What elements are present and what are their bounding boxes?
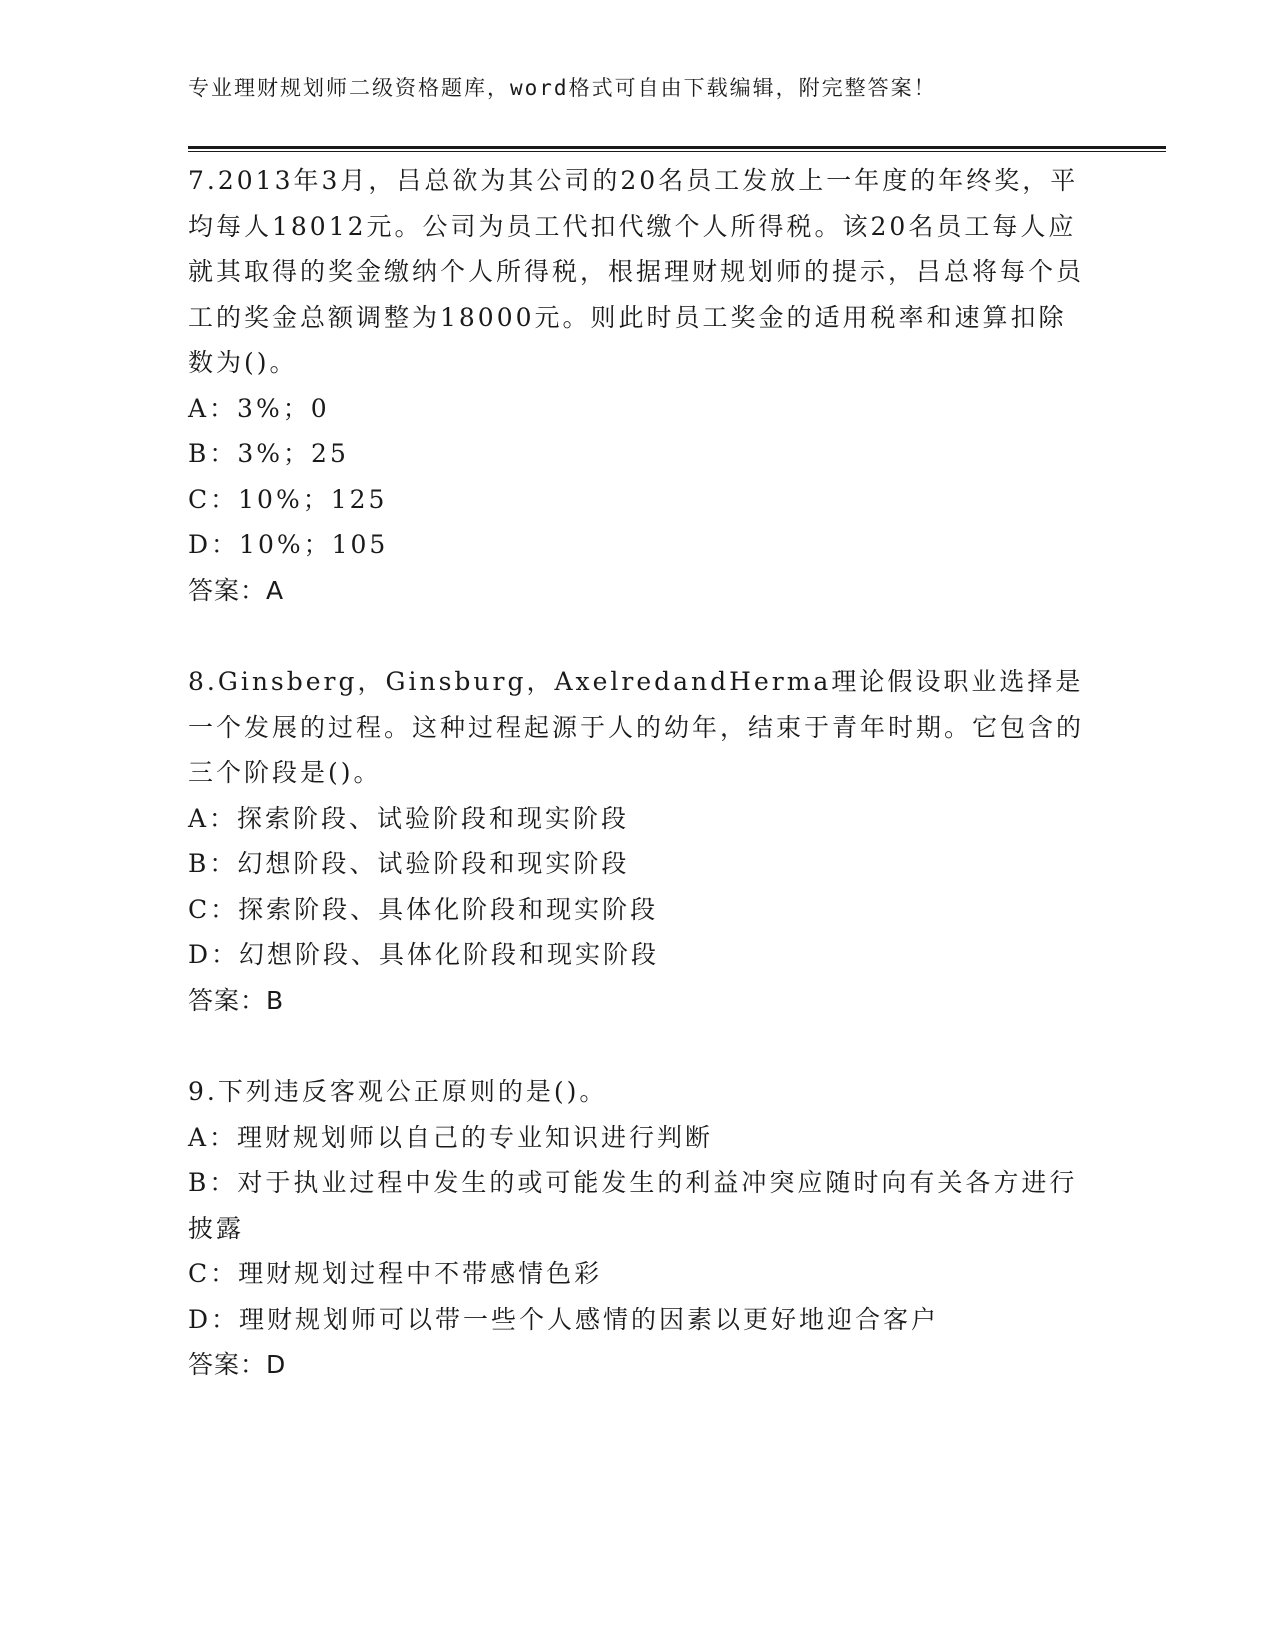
question-stem: 9.下列违反客观公正原则的是()。	[188, 1077, 608, 1106]
option-c: C：10%；125	[188, 484, 388, 514]
option-d: D：幻想阶段、具体化阶段和现实阶段	[188, 940, 660, 969]
option-a: A：探索阶段、试验阶段和现实阶段	[188, 803, 630, 833]
answer: 答案：B	[188, 985, 285, 1015]
option-b: B：幻想阶段、试验阶段和现实阶段	[188, 849, 630, 878]
question-8	[188, 659, 1088, 1023]
option-d: D：10%；105	[188, 530, 389, 559]
page-header: 专业理财规划师二级资格题库，word格式可自由下载编辑，附完整答案！	[188, 76, 937, 100]
option-c: C：理财规划过程中不带感情色彩	[188, 1259, 603, 1288]
question-7	[188, 158, 1088, 613]
answer: 答案：D	[188, 1350, 287, 1379]
header-divider	[188, 146, 1166, 149]
option-b: B：3%；25	[188, 439, 349, 468]
question-list	[188, 158, 1088, 1388]
answer: 答案：A	[188, 575, 285, 605]
question-stem: 8.Ginsberg，Ginsburg，AxelredandHerma理论假设职业选择是一个发展的过程。这种过程起源于人的幼年，结束于青年时期。它包含的三个阶段是()。	[188, 667, 1085, 787]
option-c: C：探索阶段、具体化阶段和现实阶段	[188, 894, 659, 924]
question-9	[188, 1069, 1088, 1388]
option-b: B：对于执业过程中发生的或可能发生的利益冲突应随时向有关各方进行披露	[188, 1168, 1078, 1243]
spacer	[188, 613, 1088, 659]
question-stem: 7.2013年3月，吕总欲为其公司的20名员工发放上一年度的年终奖，平均每人18012元。公司为员工代扣代缴个人所得税。该20名员工每人应就其取得的奖金缴纳个人所得税，根据理财规划师的提示，吕总将每个员工的奖金总额调整为18000元。则此时员工奖金的适用税率和速算扣除数为()。	[188, 166, 1085, 377]
option-a: A：3%；0	[188, 393, 330, 423]
spacer	[188, 1023, 1088, 1069]
option-d: D：理财规划师可以带一些个人感情的因素以更好地迎合客户	[188, 1304, 940, 1334]
option-a: A：理财规划师以自己的专业知识进行判断	[188, 1122, 714, 1152]
header-divider-thin	[188, 151, 1166, 152]
